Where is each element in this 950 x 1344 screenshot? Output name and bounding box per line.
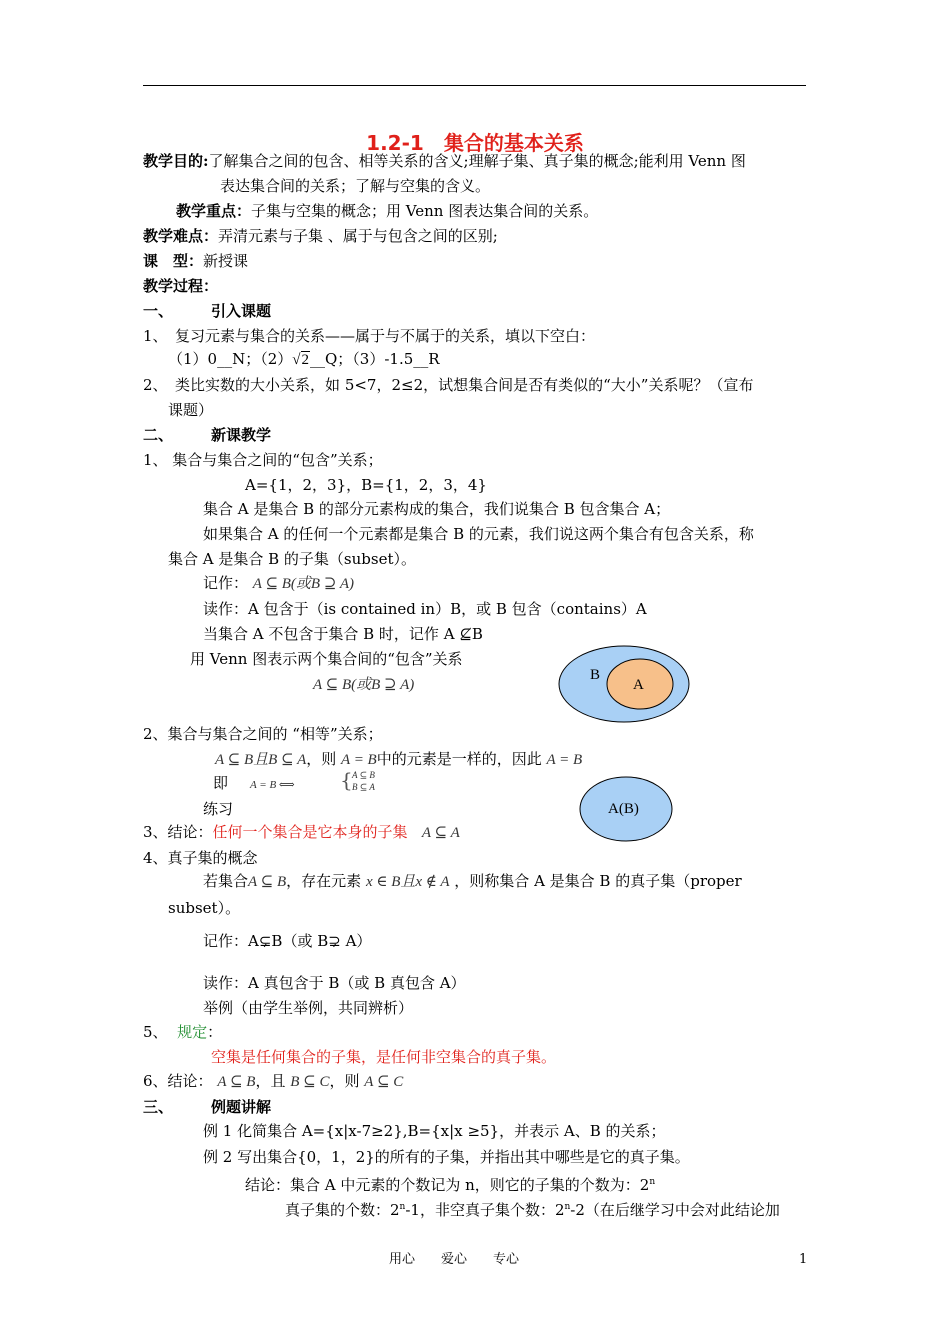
- proper-def-a: 若集合: [203, 872, 249, 890]
- equality-heading: 2、集合与集合之间的 “相等”关系；: [143, 725, 383, 743]
- rule5-colon: ：: [207, 1023, 223, 1041]
- example2-line: 例 2 写出集合{0，1，2}的所有的子集，并指出其中哪些是它的真子集。: [203, 1148, 690, 1166]
- proper-count-c: -2（在后继学习中会对此结论加: [570, 1201, 780, 1219]
- venn-diagram-equal: [579, 776, 673, 842]
- venn-label-b: B: [590, 667, 601, 683]
- conclusion3-math: A ⊆ A: [421, 825, 460, 841]
- example1-sym: ≥: [467, 1122, 481, 1140]
- page-number: 1: [799, 1252, 808, 1267]
- proper-count-sup1: n: [399, 1202, 406, 1212]
- proper-def-math2: x ∈ B且x ∉ A: [365, 874, 450, 890]
- equality-ji: 即: [213, 774, 229, 792]
- proper-subset-heading: 4、真子集的概念: [143, 849, 258, 867]
- subset-def-line1: 如果集合 A 的任何一个元素都是集合 B 的元素，我们说这两个集合有包含关系，称: [203, 525, 754, 543]
- not-contained-b: B: [471, 625, 483, 643]
- conclusion3-line: [143, 822, 460, 843]
- blank-text-b: __Q；（3）-1.5__R: [310, 350, 440, 368]
- top-rule: [143, 85, 806, 86]
- section1-item1-blanks: [168, 349, 440, 370]
- section2-num: 二、: [143, 426, 174, 444]
- read-line: 读作：A 包含于（is contained in）B，或 B 包含（contains）A: [203, 600, 647, 618]
- rule5-label: 规定: [177, 1023, 208, 1041]
- section1-item2-line1: 2、 类比实数的大小关系，如 5<7，2≤2，试想集合间是否有类似的“大小”关系呢？（宣布: [143, 376, 754, 394]
- venn-diagram-subset: [558, 644, 692, 724]
- conclusion6-b: ，且: [255, 1072, 286, 1090]
- proper-note-sym1: ⊊: [258, 932, 272, 950]
- focus-line: [176, 201, 598, 221]
- proper-count-a: 真子集的个数：2: [285, 1201, 400, 1219]
- page-title: 1.2-1 集合的基本关系: [366, 131, 584, 155]
- proper-subset-def-line2: subset）。: [168, 899, 241, 917]
- conclusion6-math3: A ⊆ C: [364, 1074, 404, 1090]
- section3-num: 三、: [143, 1098, 174, 1116]
- section3-title: 例题讲解: [211, 1098, 272, 1116]
- not-contained-line: [203, 624, 483, 644]
- focus-text: 子集与空集的概念；用 Venn 图表达集合间的关系。: [251, 202, 599, 220]
- notation-line: [203, 573, 354, 594]
- type-text: 新授课: [203, 252, 249, 270]
- not-contained-text: 当集合 A 不包含于集合 B 时，记作 A: [203, 625, 455, 643]
- section1-title: 引入课题: [211, 302, 272, 320]
- equality-math3: A = B: [546, 752, 583, 768]
- proper-note-b: B（或 B: [271, 932, 329, 950]
- equality-math1: A ⊆ B且B ⊆ A: [215, 752, 307, 768]
- difficulty-line: [143, 226, 498, 246]
- proper-note-a: 记作：A: [203, 932, 259, 950]
- equality-mid: ，则: [306, 750, 337, 768]
- process-label: 教学过程：: [143, 277, 219, 295]
- objective-label: 教学目的:: [143, 152, 209, 170]
- conclusion6-math2: B ⊆ C: [290, 1074, 330, 1090]
- equality-brace-top: A ⊆ B: [352, 770, 375, 780]
- conclusion6-c: ，则: [329, 1072, 360, 1090]
- conclusion3-label: 3、结论：: [143, 823, 213, 841]
- example1-line: [203, 1121, 666, 1141]
- proper-read-line: 读作：A 真包含于 B（或 B 真包含 A）: [203, 974, 466, 992]
- equality-brace-bottom: B ⊆ A: [352, 782, 375, 792]
- proper-count-line: [285, 1197, 780, 1220]
- rule5-num: 5、: [143, 1023, 168, 1041]
- subset-count-sup: n: [649, 1177, 656, 1187]
- inclusion-explain: 集合 A 是集合 B 的部分元素构成的集合，我们说集合 B 包含集合 A；: [203, 500, 671, 518]
- blank-text-a: （1）0__N；（2）: [168, 350, 293, 368]
- not-contained-symbol: ⊈: [459, 625, 472, 643]
- equality-math2: A = B: [341, 752, 377, 768]
- section1-item1: 1、 复习元素与集合的关系——属于与不属于的关系，填以下空白：: [143, 327, 596, 345]
- section1-num: 一、: [143, 302, 174, 320]
- sets-example: A={1，2，3}，B={1，2，3，4}: [245, 476, 487, 494]
- inclusion-heading: 1、 集合与集合之间的“包含”关系；: [143, 451, 383, 469]
- conclusion6-math1: A ⊆ B: [217, 1074, 256, 1090]
- proper-notation-line: [203, 931, 371, 951]
- section1-item2-line2: 课题）: [168, 401, 214, 419]
- objective-line2: 表达集合间的关系；了解与空集的含义。: [220, 177, 491, 195]
- difficulty-text: 弄清元素与子集 、属于与包含之间的区别;: [218, 227, 498, 245]
- venn-math: A ⊆ B(或B ⊇ A): [313, 677, 415, 693]
- venn-label-a: A: [633, 677, 644, 693]
- proper-def-math1: A ⊆ B: [248, 874, 287, 890]
- focus-label: 教学重点：: [176, 202, 252, 220]
- subset-count-text: 结论：集合 A 中元素的个数记为 n，则它的子集的个数为：2: [245, 1176, 650, 1194]
- proper-example-line: 举例（由学生举例，共同辨析）: [203, 999, 414, 1017]
- footer-motto: 用心 爱心 专心: [389, 1252, 520, 1267]
- notation-label: 记作：: [203, 574, 249, 592]
- type-label: 课 型：: [143, 252, 204, 270]
- proper-def-c: ，则称集合 A 是集合 B 的真子集（proper: [454, 872, 742, 890]
- sqrt-symbol: √2: [292, 352, 309, 368]
- proper-note-c: A）: [340, 932, 372, 950]
- proper-note-sym2: ⊋: [328, 932, 341, 950]
- objective-text: 了解集合之间的包含、相等关系的含义;理解子集、真子集的概念;能利用 Venn 图: [208, 152, 746, 170]
- proper-count-b: -1，非空真子集个数：2: [405, 1201, 565, 1219]
- proper-def-b: ，存在元素: [286, 872, 362, 890]
- venn-caption: 用 Venn 图表示两个集合间的“包含”关系: [190, 650, 463, 668]
- example1-a: 例 1 化简集合 A={x|x-7≥2},B={x|x: [203, 1122, 463, 1140]
- rule5-line: [143, 1022, 222, 1042]
- proper-count-sup2: n: [564, 1202, 571, 1212]
- subset-count-line: [245, 1172, 655, 1195]
- empty-set-rule: 空集是任何集合的子集，是任何非空集合的真子集。: [211, 1048, 557, 1066]
- venn-label-ab: A(B): [608, 801, 639, 817]
- equality-brace: {: [340, 768, 353, 792]
- sqrt-radicand: 2: [301, 352, 309, 368]
- equality-line: [215, 749, 582, 770]
- conclusion6-a: 6、结论：: [143, 1072, 213, 1090]
- proper-subset-def-line1: [203, 871, 742, 892]
- section2-title: 新课教学: [211, 426, 272, 444]
- difficulty-label: 教学难点：: [143, 227, 219, 245]
- objective-line1: [143, 151, 746, 171]
- conclusion3-red: 任何一个集合是它本身的子集: [212, 823, 408, 841]
- equality-mid2: 中的元素是一样的，因此: [376, 750, 542, 768]
- equality-equiv: A = B ⟺: [250, 779, 295, 791]
- example1-b: 5}，并表示 A、B 的关系；: [480, 1122, 666, 1140]
- type-line: [143, 251, 248, 271]
- subset-def-line2: 集合 A 是集合 B 的子集（subset）。: [168, 550, 416, 568]
- notation-math: A ⊆ B(或B ⊇ A): [252, 576, 355, 592]
- practice-label: 练习: [203, 800, 234, 818]
- conclusion6-line: [143, 1071, 403, 1092]
